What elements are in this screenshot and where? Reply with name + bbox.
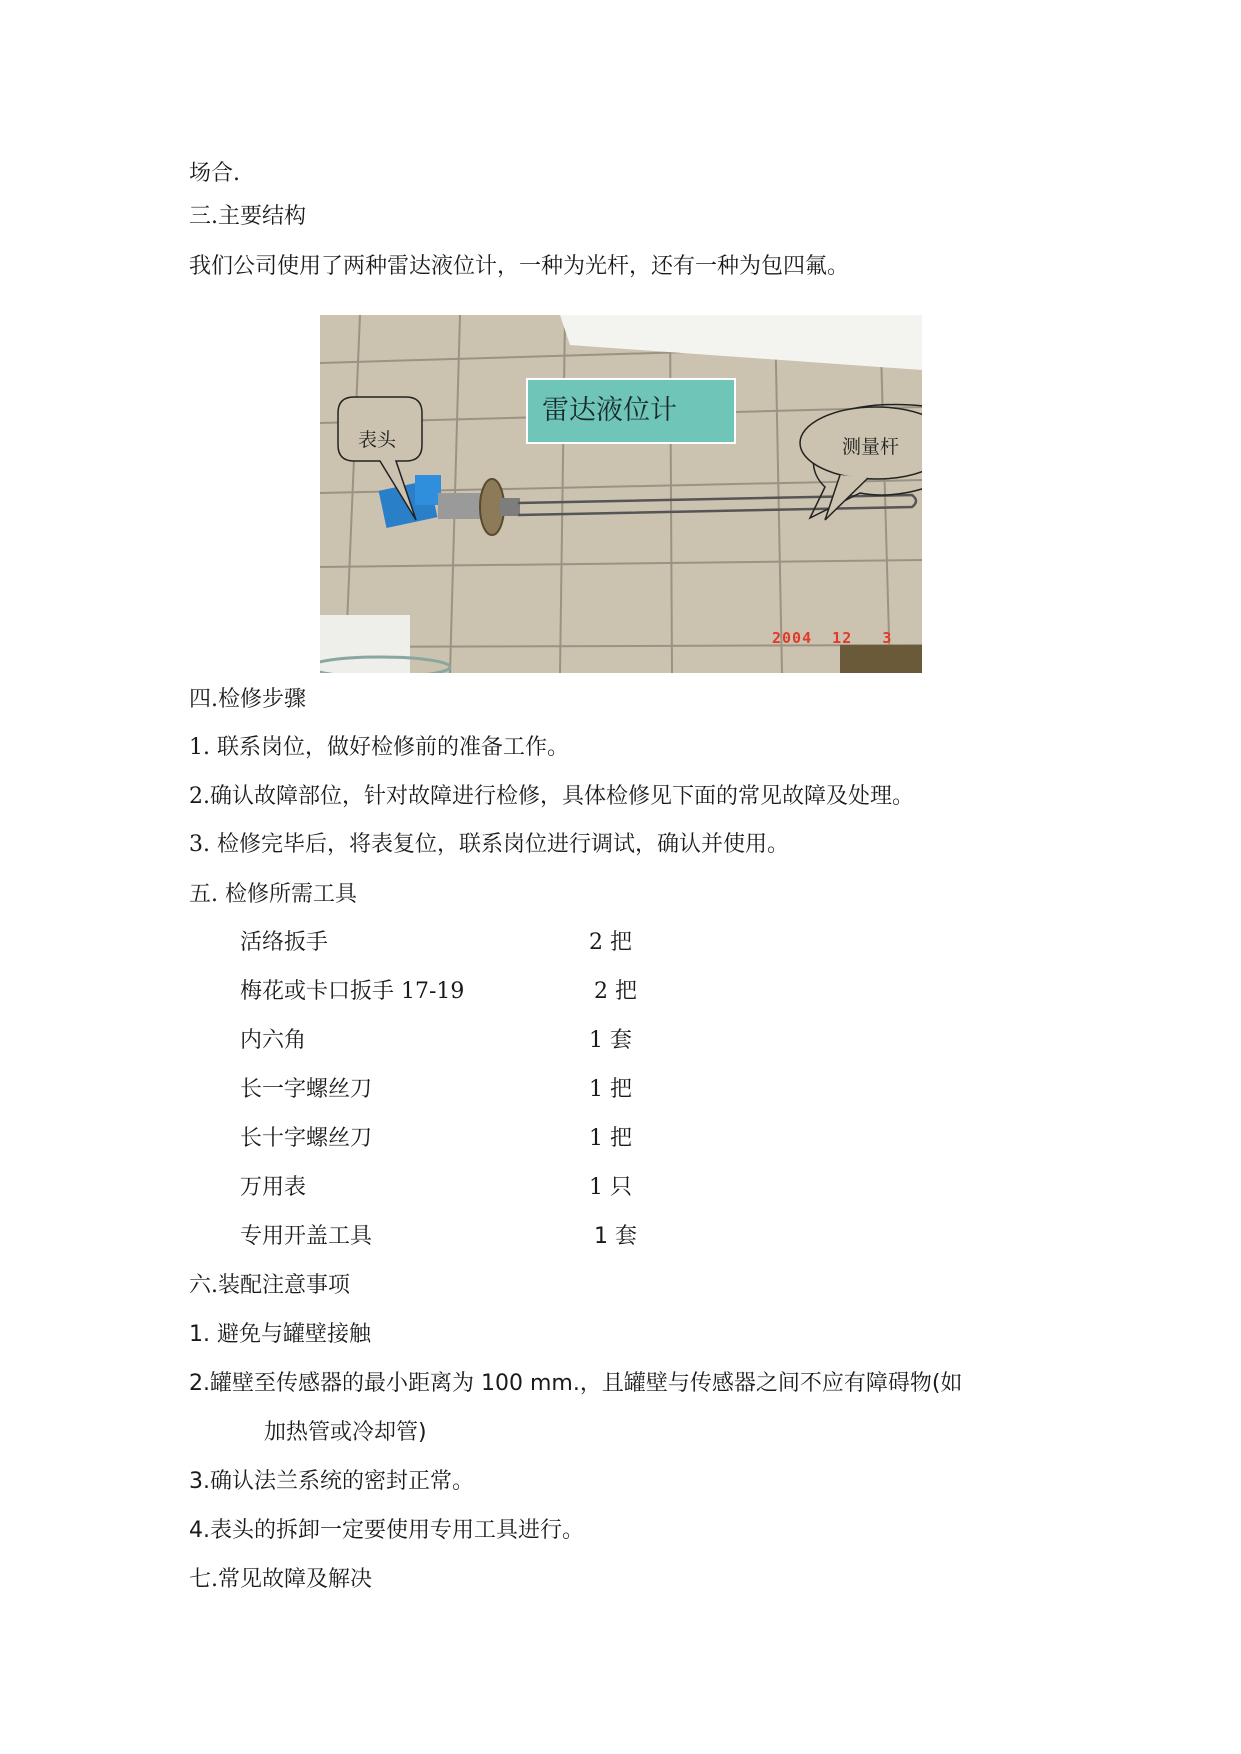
tool-qty: 2 把: [594, 979, 637, 1004]
tool-name: 内六角: [240, 1028, 307, 1053]
step-3: 3. 检修完毕后，将表复位，联系岗位进行调试，确认并使用。: [189, 832, 789, 857]
photo-scene: [320, 315, 922, 673]
section6-heading: 六.装配注意事项: [189, 1273, 350, 1298]
tool-name: 梅花或卡口扳手 17-19: [240, 979, 465, 1004]
label-measuring-rod: 测量杆: [842, 436, 900, 458]
tool-qty: 1 把: [589, 1126, 632, 1151]
tool-qty: 2 把: [589, 930, 632, 955]
section5-heading: 五. 检修所需工具: [189, 882, 357, 907]
note-2-continued: 加热管或冷却管): [264, 1420, 427, 1445]
step-2: 2.确认故障部位，针对故障进行检修，具体检修见下面的常见故障及处理。: [189, 784, 914, 809]
note-2: 2.罐壁至传感器的最小距离为 100 mm.，且罐壁与传感器之间不应有障碍物(如: [189, 1371, 963, 1396]
photo-date-stamp: 2004 12 3: [772, 629, 893, 647]
section3-heading: 三.主要结构: [189, 204, 306, 229]
note-4: 4.表头的拆卸一定要使用专用工具进行。: [189, 1518, 584, 1543]
tool-qty: 1 套: [594, 1224, 637, 1249]
tool-name: 长一字螺丝刀: [240, 1077, 373, 1102]
tool-name: 万用表: [240, 1175, 307, 1200]
photo-title-box: 雷达液位计: [526, 378, 736, 444]
tool-qty: 1 只: [589, 1175, 632, 1200]
tool-name: 长十字螺丝刀: [240, 1126, 373, 1151]
note-1: 1. 避免与罐壁接触: [189, 1322, 371, 1347]
step-1: 1. 联系岗位，做好检修前的准备工作。: [189, 735, 569, 760]
tool-qty: 1 把: [589, 1077, 632, 1102]
intro-tail: 场合.: [189, 161, 240, 186]
radar-level-gauge-photo: [320, 315, 922, 673]
section4-heading: 四.检修步骤: [189, 687, 306, 712]
note-3: 3.确认法兰系统的密封正常。: [189, 1469, 474, 1494]
tool-qty: 1 套: [589, 1028, 632, 1053]
section3-text: 我们公司使用了两种雷达液位计，一种为光杆，还有一种为包四氟。: [189, 254, 850, 279]
label-gauge-head: 表头: [358, 429, 397, 451]
tool-name: 专用开盖工具: [240, 1224, 373, 1249]
tool-name: 活络扳手: [240, 930, 329, 955]
section7-heading: 七.常见故障及解决: [189, 1567, 372, 1592]
